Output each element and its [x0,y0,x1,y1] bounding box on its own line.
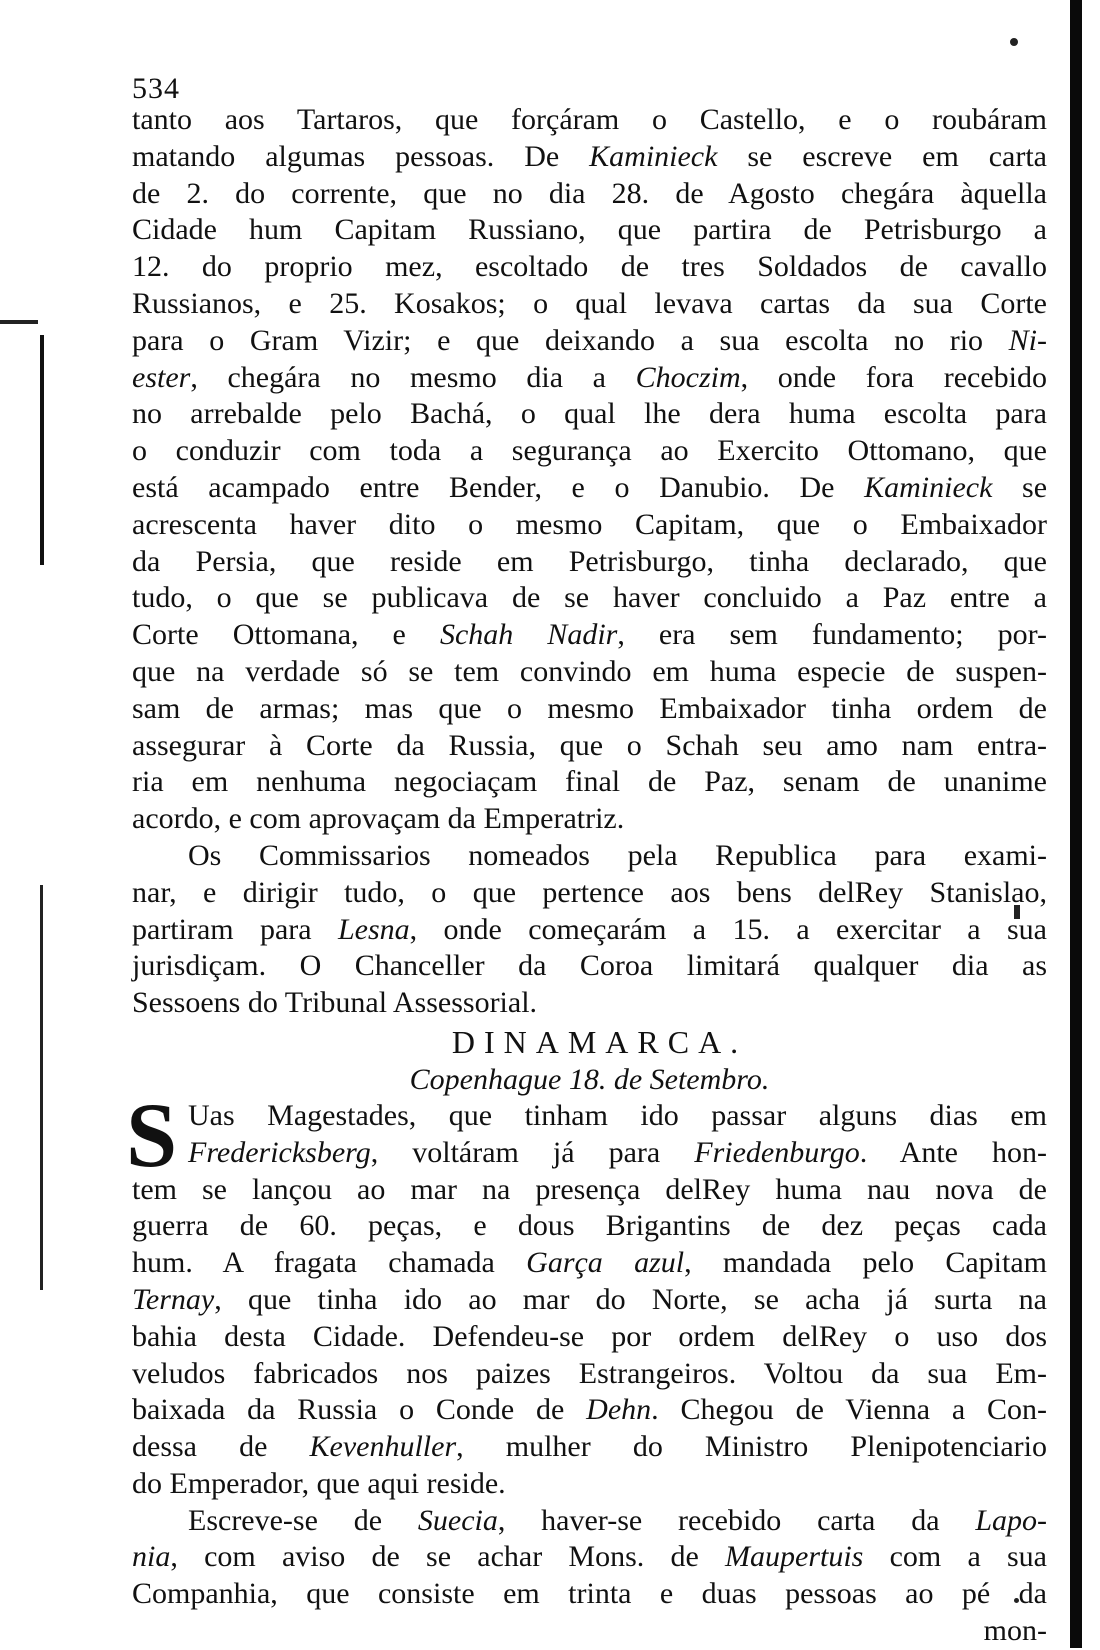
paragraph-4 [132,1503,1047,1613]
text-line: no arrebalde pelo Bachá, o qual lhe dera huma escolta para [132,397,1047,431]
text-line: tudo, o que se publicava de se haver concluido a Paz entre a [132,581,1047,615]
paragraph-2 [132,838,1047,1022]
text-line: Os Commissarios nomeados pela Republica para exami- [188,838,1047,872]
text-line: jurisdiçam. O Chanceller da Coroa limitará qualquer dia as [132,949,1047,983]
paragraph-3-wrap [126,1083,1048,1503]
specks [1010,38,1018,46]
specks [0,320,38,324]
article-body [126,102,1048,1650]
text-line: baixada da Russia o Conde de Dehn. Chegou de Vienna a Con- [132,1393,1047,1427]
page-edge-mark-left [40,335,44,565]
text-line: Companhia, que consiste em trinta e duas pessoas ao pé da [132,1577,1047,1611]
page-number: 534 [132,72,180,105]
text-line: Sessoens do Tribunal Assessorial. [132,986,538,1020]
page-edge-shadow-right [1070,0,1082,1648]
paragraph-1 [132,102,1047,838]
text-line: dessa de Kevenhuller, mulher do Ministro Plenipotenciario [132,1430,1047,1464]
text-line: está acampado entre Bender, e o Danubio. De Kaminieck se [132,470,1048,504]
text-line: 12. do proprio mez, escoltado de tres Soldados de cavallo [132,250,1047,284]
paragraph-3 [132,1098,1047,1503]
text-line: que na verdade só se tem convindo em huma especie de suspen- [132,654,1047,688]
text-line: partiram para Lesna, onde começarám a 15. a exercitar a sua [132,912,1047,946]
text-line: nar, e dirigir tudo, o que pertence aos bens delRey Stanislao, [132,875,1047,909]
section-heading: DINAMARCA. [451,1023,748,1060]
text-line: nia, com aviso de se achar Mons. de Maupertuis com a sua [132,1540,1047,1574]
text-line: Ternay, que tinha ido ao mar do Norte, se acha já surta na [132,1282,1047,1316]
text-line: tanto aos Tartaros, que forçáram o Castello, e o roubáram [132,103,1047,136]
text-line: acordo, e com aprovaçam da Emperatriz. [132,802,625,836]
text-line: Corte Ottomana, e Schah Nadir, era sem fundamento; por- [132,618,1047,652]
text-line: matando algumas pessoas. De Kaminieck se escreve em carta [132,139,1047,173]
dateline: Copenhague 18. de Setembro. [409,1062,770,1096]
text-line: guerra de 60. peças, e dous Brigantins de dez peças cada [132,1209,1047,1243]
text-line: Russianos, e 25. Kosakos; o qual levava cartas da sua Corte [132,286,1047,320]
text-line: tem se lançou ao mar na presença delRey huma nau nova de [132,1172,1047,1206]
text-line: Uas Magestades, que tinham ido passar alguns dias em [188,1098,1047,1132]
text-line: da Persia, que reside em Petrisburgo, tinha declarado, que [132,544,1047,578]
text-line: Fredericksberg, voltáram já para Friedenburgo. Ante hon- [188,1135,1047,1169]
text-line: o conduzir com toda a segurança ao Exercito Ottomano, que [132,434,1047,468]
text-line: Cidade hum Capitam Russiano, que partira de Petrisburgo a [132,213,1047,247]
text-line: ester, chegára no mesmo dia a Choczim, onde fora recebido [132,360,1047,394]
drop-cap: S [126,1083,178,1186]
text-line: veludos fabricados nos paizes Estrangeiros. Voltou da sua Em- [132,1356,1047,1390]
text-line: Escreve-se de Suecia, haver-se recebido carta da Lapo- [188,1503,1048,1537]
page-edge-mark-left-lower [40,885,43,1290]
text-line: ria em nenhuma negociaçam final de Paz, senam de unanime [132,765,1047,799]
text-line: de 2. do corrente, que no dia 28. de Agosto chegára àquella [132,176,1047,210]
text-line: sam de armas; mas que o mesmo Embaixador tinha ordem de [132,691,1047,725]
catchword: mon- [983,1614,1047,1648]
text-line: hum. A fragata chamada Garça azul, mandada pelo Capitam [132,1246,1048,1280]
text-line: acrescenta haver dito o mesmo Capitam, que o Embaixador [132,507,1047,541]
text-line: bahia desta Cidade. Defendeu-se por ordem delRey o uso dos [132,1319,1047,1353]
text-line: assegurar à Corte da Russia, que o Schah seu amo nam entra- [132,728,1047,762]
text-line: do Emperador, que aqui reside. [132,1466,506,1500]
text-line: para o Gram Vizir; e que deixando a sua escolta no rio Ni- [132,323,1047,357]
